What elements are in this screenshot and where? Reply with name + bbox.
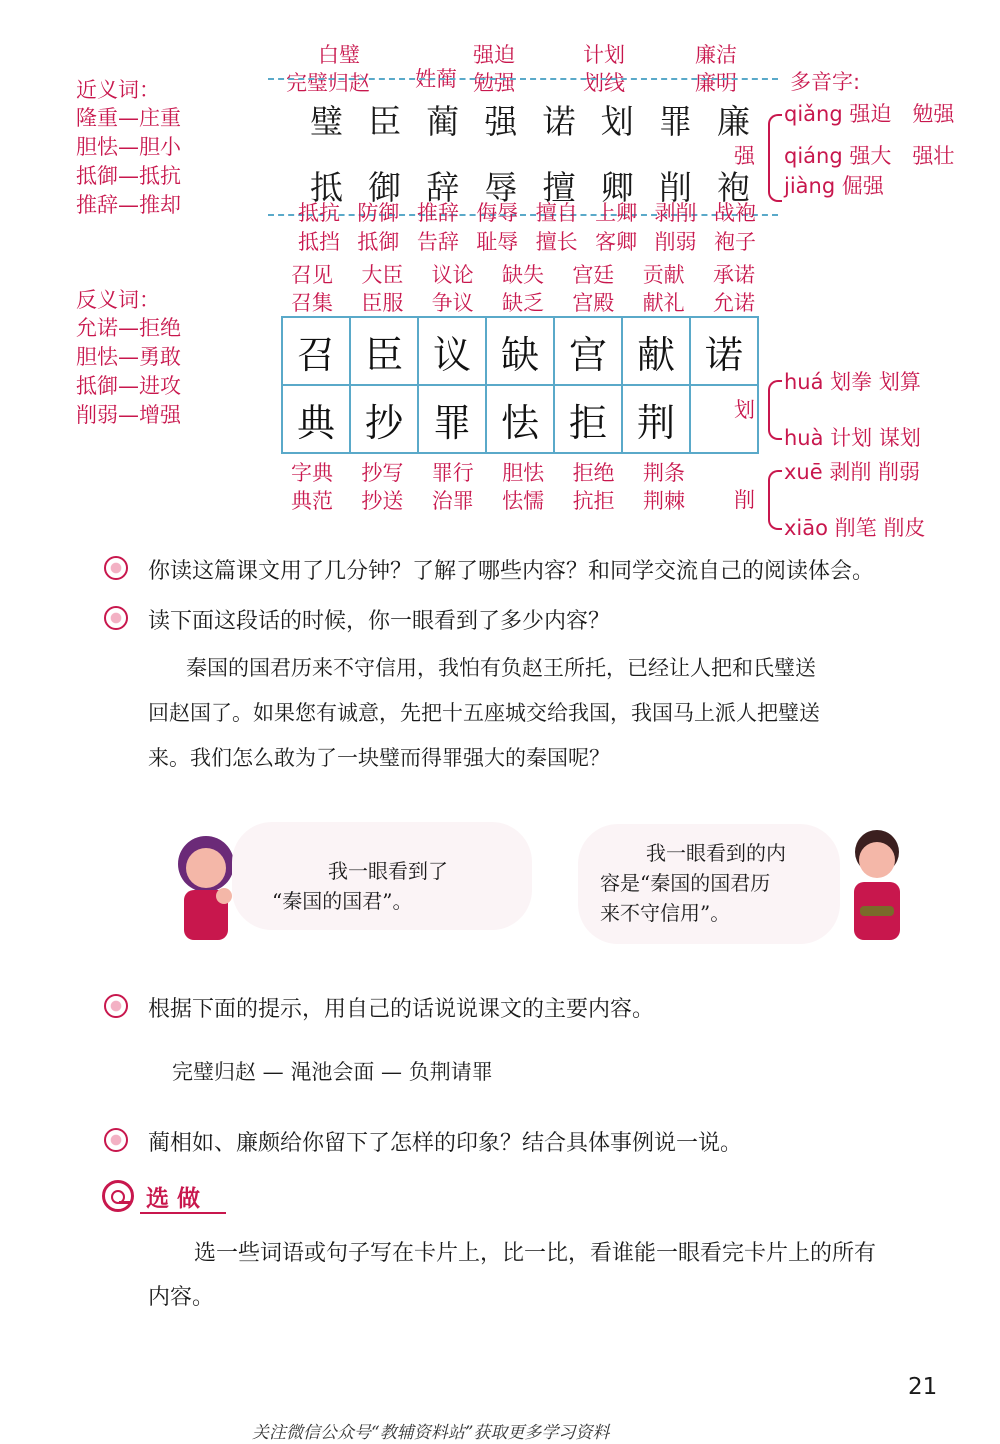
word: 宫廷 [572, 263, 615, 287]
word: 战袍 [713, 201, 756, 225]
passage-line: 来。我们怎么敢为了一块璧而得罪强大的秦国呢？ [148, 746, 610, 770]
synonym-item: 抵御—抵抗 [76, 164, 181, 188]
row2-char: 御 [368, 168, 402, 207]
word: 抵御 [357, 230, 400, 254]
word: 剥削 [654, 201, 697, 225]
word: 宫殿 [572, 291, 615, 315]
annotation-qiang-2: 勉强 [473, 71, 515, 95]
word: 侮辱 [476, 201, 519, 225]
row1-char: 罪 [658, 102, 692, 141]
grid-cell: 缺 [486, 317, 554, 385]
annotation-hua-1: 计划 [583, 43, 625, 67]
footer-note: 关注微信公众号“教辅资料站”获取更多学习资料 [252, 1423, 610, 1443]
row1-char: 蔺 [426, 102, 460, 141]
question-2: 读下面这段话的时候，你一眼看到了多少内容？ [148, 609, 611, 634]
passage-line: 秦国的国君历来不守信用，我怕有负赵王所托，已经让人把和氏璧送 [186, 656, 816, 680]
page-number: 21 [908, 1374, 938, 1400]
antonym-item: 削弱—增强 [76, 403, 181, 427]
word: 抵抗 [298, 201, 340, 225]
antonyms-title: 反义词： [76, 288, 160, 312]
row2-words-a [298, 200, 756, 227]
polyphone-line: huà 计划 谋划 [784, 426, 921, 450]
antonym-item: 抵御—进攻 [76, 374, 181, 398]
word: 召见 [291, 263, 333, 287]
word: 推辞 [416, 201, 459, 225]
question-bullet-icon [104, 1128, 128, 1152]
row1-char: 臣 [368, 102, 402, 141]
boy-illustration [842, 826, 912, 942]
question-3: 根据下面的提示，用自己的话说说课文的主要内容。 [148, 997, 655, 1022]
polyphone-line: qiáng 强大 强壮 [784, 144, 955, 168]
word: 允诺 [712, 291, 755, 315]
row2-char: 擅 [542, 168, 576, 207]
writing-grid [281, 316, 759, 454]
row1-char-polyphone: 强 [484, 102, 518, 141]
word: 怯懦 [502, 489, 545, 513]
annotation-qiang-1: 强迫 [473, 43, 515, 67]
polyphones-title: 多音字: [790, 70, 861, 94]
passage-line: 回赵国了。如果您有诚意，先把十五座城交给我国，我国马上派人把璧送 [148, 701, 820, 725]
row2-char: 卿 [600, 168, 634, 207]
row1-char: 诺 [542, 102, 576, 141]
word: 治罪 [431, 489, 474, 513]
grid-cell: 典 [282, 385, 350, 453]
word: 议论 [431, 263, 474, 287]
bubble-left-text [272, 856, 448, 916]
polyphone-line: xiāo 削笔 削皮 [784, 516, 926, 540]
word: 抄写 [361, 461, 404, 485]
polyphone-line: huá 划拳 划算 [784, 370, 921, 394]
annotation-bi-2: 完璧归赵 [286, 71, 370, 95]
antonym-item: 允诺—拒绝 [76, 316, 181, 340]
word: 削弱 [654, 230, 697, 254]
question-4: 蔺相如、廉颇给你留下了怎样的印象？结合具体事例说一说。 [148, 1131, 743, 1156]
word: 擅长 [535, 230, 578, 254]
grid-words-top-a [291, 262, 755, 289]
grid-cell: 怯 [486, 385, 554, 453]
passage [148, 646, 948, 781]
row2-char-polyphone: 削 [658, 168, 692, 207]
grid-cell: 诺 [690, 317, 758, 385]
row2-char: 袍 [716, 168, 750, 207]
word: 胆怯 [502, 461, 545, 485]
grid-cell: 抄 [350, 385, 418, 453]
word: 防御 [357, 201, 400, 225]
antonym-item: 胆怯—勇敢 [76, 345, 181, 369]
antonyms-block [76, 284, 181, 430]
polyphone-char-xue: 削 [734, 488, 755, 512]
brace-qiang [768, 114, 782, 202]
grid-words-bottom-b [291, 488, 685, 515]
grid-cell: 宫 [554, 317, 622, 385]
word: 袍子 [713, 230, 756, 254]
word: 上卿 [595, 201, 638, 225]
annotation-lin: 姓蔺 [415, 67, 457, 91]
bubble-line: 容是“秦国的国君历 [600, 871, 771, 895]
grid-cell: 荆 [622, 385, 690, 453]
word: 罪行 [431, 461, 474, 485]
question-bullet-icon [104, 994, 128, 1018]
row2-words-b [298, 229, 756, 256]
word: 典范 [291, 489, 333, 513]
row2-char: 抵 [310, 168, 343, 207]
polyphone-char-qiang: 强 [734, 144, 755, 168]
grid-cell: 献 [622, 317, 690, 385]
word: 擅自 [535, 201, 578, 225]
bubble-right-text [600, 838, 786, 928]
word: 抄送 [361, 489, 404, 513]
question-bullet-icon [104, 556, 128, 580]
polyphone-line: xuē 剥削 削弱 [784, 460, 921, 484]
word: 耻辱 [476, 230, 519, 254]
word: 荆棘 [642, 489, 685, 513]
polyphone-char-hua: 划 [734, 398, 755, 422]
row2-char: 辞 [426, 168, 460, 207]
divider-top [268, 78, 778, 80]
polyphone-line: qiǎng 强迫 勉强 [784, 102, 955, 126]
question-bullet-icon [104, 606, 128, 630]
question-1: 你读这篇课文用了几分钟？了解了哪些内容？和同学交流自己的阅读体会。 [148, 559, 875, 584]
word: 承诺 [712, 263, 755, 287]
word: 争议 [431, 291, 474, 315]
grid-cell: 拒 [554, 385, 622, 453]
synonyms-title: 近义词： [76, 78, 160, 102]
annotation-bi-1: 白璧 [318, 43, 360, 67]
synonym-item: 推辞—推却 [76, 193, 181, 217]
word: 缺乏 [501, 291, 544, 315]
annotation-lian-1: 廉洁 [695, 43, 737, 67]
word: 抗拒 [572, 489, 615, 513]
row1-characters [310, 96, 750, 143]
grid-cell: 召 [282, 317, 350, 385]
row1-char: 璧 [310, 102, 343, 141]
optional-underline [140, 1212, 226, 1214]
word: 召集 [291, 291, 333, 315]
row1-char: 廉 [716, 102, 750, 141]
optional-label: 选 做 [146, 1186, 201, 1212]
annotation-lian-2: 廉明 [695, 71, 737, 95]
row1-char-polyphone: 划 [600, 102, 634, 141]
polyphone-line: jiàng 倔强 [784, 174, 884, 198]
optional-text-line-1: 选一些词语或句子写在卡片上，比一比，看谁能一眼看完卡片上的所有 [194, 1241, 877, 1266]
word: 献礼 [642, 291, 685, 315]
brace-xue [768, 470, 782, 530]
word: 抵挡 [298, 230, 340, 254]
grid-cell: 罪 [418, 385, 486, 453]
grid-cell: 议 [418, 317, 486, 385]
word: 告辞 [416, 230, 459, 254]
row2-char: 辱 [484, 168, 518, 207]
synonym-item: 胆怯—胆小 [76, 135, 181, 159]
word: 大臣 [361, 263, 404, 287]
annotation-hua-2: 划线 [583, 71, 625, 95]
bubble-line: 来不守信用”。 [600, 901, 731, 925]
word: 臣服 [361, 291, 404, 315]
grid-words-bottom-a [291, 460, 685, 487]
word: 拒绝 [572, 461, 615, 485]
brace-hua [768, 380, 782, 440]
word: 荆条 [642, 461, 685, 485]
grid-words-top-b [291, 290, 755, 317]
bubble-line: “秦国的国君”。 [272, 889, 413, 913]
bubble-line: 我一眼看到了 [328, 859, 448, 883]
word: 客卿 [595, 230, 638, 254]
word: 缺失 [501, 263, 544, 287]
grid-cell: 臣 [350, 317, 418, 385]
word: 贡献 [642, 263, 685, 287]
word: 字典 [291, 461, 333, 485]
optional-text-line-2: 内容。 [148, 1285, 215, 1310]
bubble-line: 我一眼看到的内 [646, 841, 786, 865]
synonym-item: 隆重—庄重 [76, 106, 181, 130]
synonyms-block [76, 74, 181, 220]
story-hint: 完璧归赵 — 渑池会面 — 负荆请罪 [172, 1060, 493, 1084]
optional-icon [102, 1180, 134, 1212]
